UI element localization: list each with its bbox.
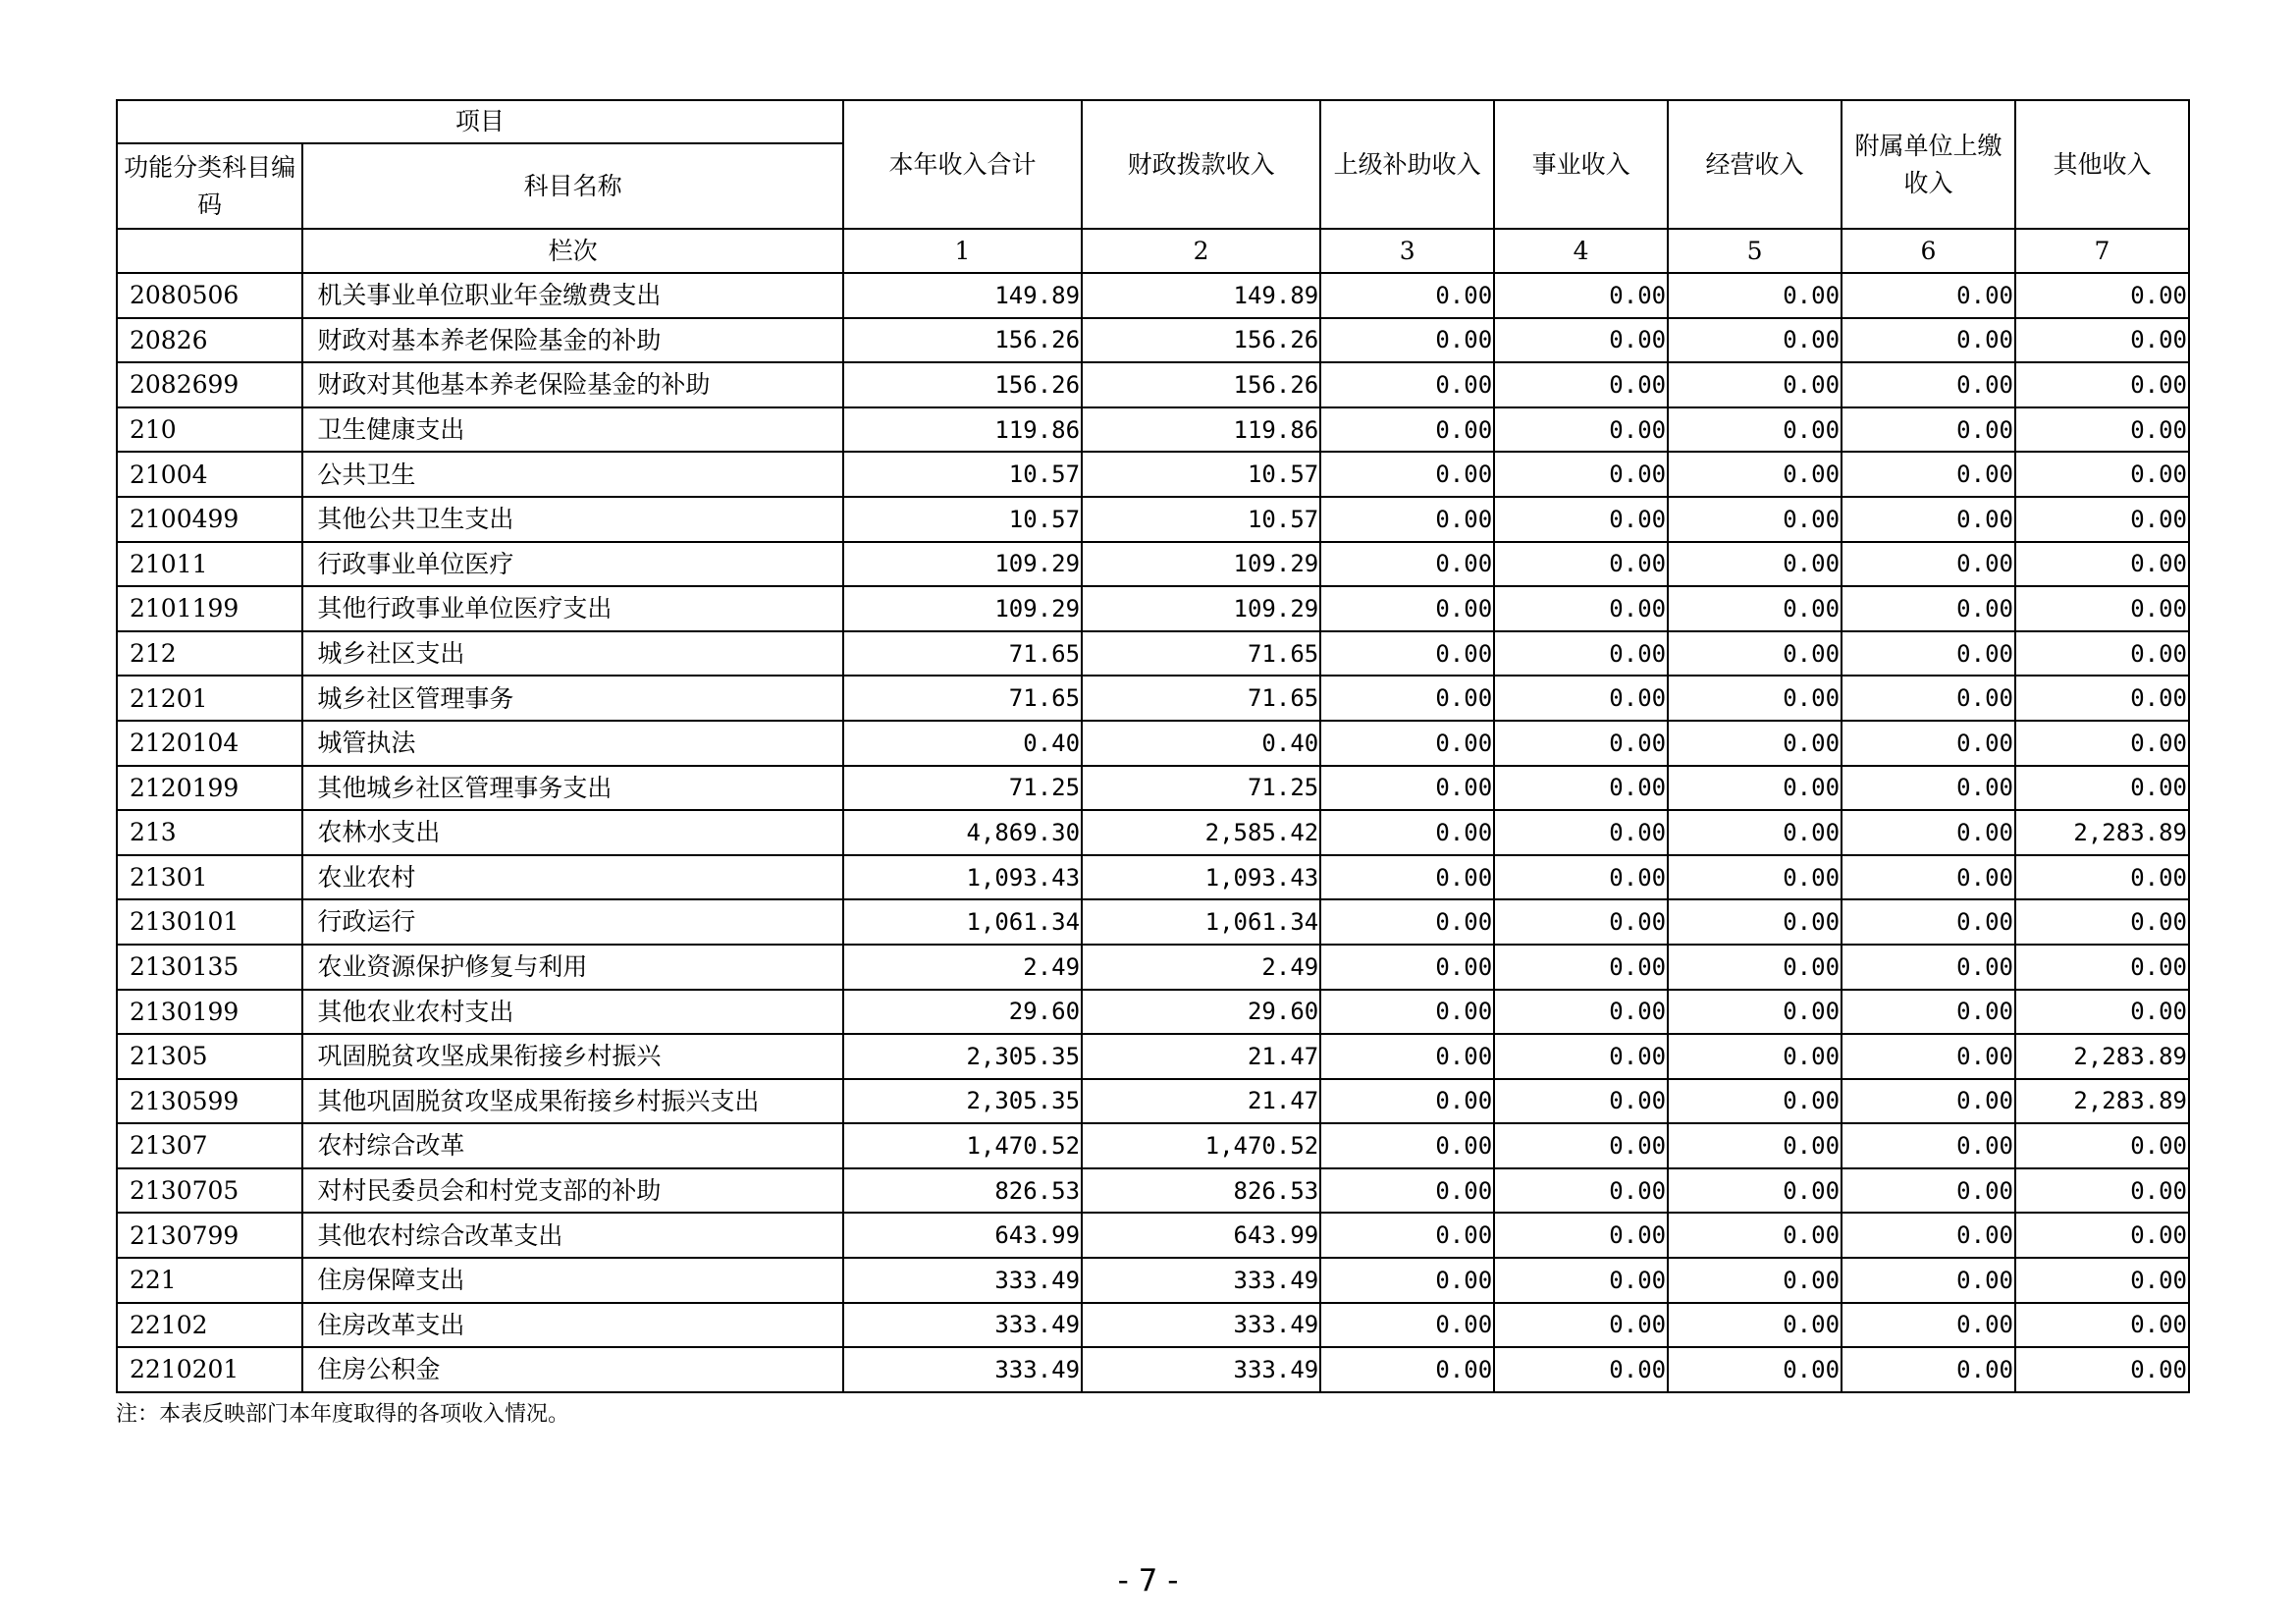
cell-value-col-4: 0.00 xyxy=(1494,899,1668,945)
header-col-4: 事业收入 xyxy=(1494,100,1668,229)
cell-code: 210 xyxy=(117,407,302,453)
cell-value-col-6: 0.00 xyxy=(1842,1213,2015,1258)
cell-name: 行政运行 xyxy=(302,899,843,945)
cell-value-col-5: 0.00 xyxy=(1668,1303,1842,1348)
cell-name: 城管执法 xyxy=(302,721,843,766)
cell-value-col-3: 0.00 xyxy=(1320,676,1494,721)
cell-value-col-1: 2,305.35 xyxy=(843,1034,1082,1079)
cell-value-col-7: 0.00 xyxy=(2015,1168,2189,1214)
cell-value-col-3: 0.00 xyxy=(1320,810,1494,855)
table-row xyxy=(117,766,2189,811)
cell-value-col-7: 2,283.89 xyxy=(2015,1034,2189,1079)
cell-value-col-6: 0.00 xyxy=(1842,362,2015,407)
cell-value-col-5: 0.00 xyxy=(1668,1213,1842,1258)
cell-value-col-1: 1,061.34 xyxy=(843,899,1082,945)
cell-value-col-4: 0.00 xyxy=(1494,1168,1668,1214)
cell-value-col-3: 0.00 xyxy=(1320,766,1494,811)
cell-value-col-4: 0.00 xyxy=(1494,318,1668,363)
cell-code: 21301 xyxy=(117,855,302,900)
cell-code: 21201 xyxy=(117,676,302,721)
table-row xyxy=(117,273,2189,318)
cell-value-col-1: 119.86 xyxy=(843,407,1082,453)
cell-value-col-3: 0.00 xyxy=(1320,945,1494,990)
cell-value-col-2: 109.29 xyxy=(1082,542,1320,587)
cell-value-col-6: 0.00 xyxy=(1842,1347,2015,1392)
cell-value-col-4: 0.00 xyxy=(1494,631,1668,677)
cell-value-col-2: 333.49 xyxy=(1082,1258,1320,1303)
cell-value-col-1: 2,305.35 xyxy=(843,1079,1082,1124)
cell-value-col-3: 0.00 xyxy=(1320,1123,1494,1168)
cell-value-col-2: 156.26 xyxy=(1082,318,1320,363)
cell-value-col-1: 10.57 xyxy=(843,497,1082,542)
cell-value-col-5: 0.00 xyxy=(1668,1034,1842,1079)
header-group-label: 项目 xyxy=(117,100,843,143)
cell-value-col-2: 2,585.42 xyxy=(1082,810,1320,855)
cell-value-col-7: 0.00 xyxy=(2015,676,2189,721)
table-row xyxy=(117,318,2189,363)
cell-code: 2130135 xyxy=(117,945,302,990)
cell-value-col-6: 0.00 xyxy=(1842,452,2015,497)
cell-value-col-5: 0.00 xyxy=(1668,899,1842,945)
cell-value-col-7: 2,283.89 xyxy=(2015,810,2189,855)
cell-value-col-6: 0.00 xyxy=(1842,1034,2015,1079)
cell-value-col-3: 0.00 xyxy=(1320,362,1494,407)
cell-value-col-5: 0.00 xyxy=(1668,407,1842,453)
cell-value-col-2: 119.86 xyxy=(1082,407,1320,453)
cell-value-col-4: 0.00 xyxy=(1494,721,1668,766)
cell-value-col-1: 71.65 xyxy=(843,631,1082,677)
cell-code: 2130199 xyxy=(117,990,302,1035)
cell-value-col-4: 0.00 xyxy=(1494,1258,1668,1303)
cell-name: 其他农村综合改革支出 xyxy=(302,1213,843,1258)
cell-code: 2210201 xyxy=(117,1347,302,1392)
cell-value-col-3: 0.00 xyxy=(1320,1079,1494,1124)
header-row-index-label: 栏次 xyxy=(302,229,843,273)
cell-value-col-3: 0.00 xyxy=(1320,452,1494,497)
table-row xyxy=(117,721,2189,766)
cell-name: 住房改革支出 xyxy=(302,1303,843,1348)
header-col-6: 附属单位上缴收入 xyxy=(1842,100,2015,229)
cell-name: 行政事业单位医疗 xyxy=(302,542,843,587)
cell-code: 21004 xyxy=(117,452,302,497)
page-number: - 7 - xyxy=(1117,1563,1179,1598)
cell-code: 212 xyxy=(117,631,302,677)
cell-value-col-1: 10.57 xyxy=(843,452,1082,497)
header-col-7: 其他收入 xyxy=(2015,100,2189,229)
cell-value-col-6: 0.00 xyxy=(1842,1123,2015,1168)
cell-value-col-1: 109.29 xyxy=(843,542,1082,587)
header-col-1: 本年收入合计 xyxy=(843,100,1082,229)
cell-value-col-3: 0.00 xyxy=(1320,1168,1494,1214)
cell-value-col-2: 156.26 xyxy=(1082,362,1320,407)
cell-value-col-6: 0.00 xyxy=(1842,273,2015,318)
cell-name: 对村民委员会和村党支部的补助 xyxy=(302,1168,843,1214)
cell-value-col-6: 0.00 xyxy=(1842,586,2015,631)
cell-value-col-4: 0.00 xyxy=(1494,1034,1668,1079)
cell-value-col-4: 0.00 xyxy=(1494,1303,1668,1348)
cell-value-col-7: 0.00 xyxy=(2015,1347,2189,1392)
cell-value-col-2: 2.49 xyxy=(1082,945,1320,990)
header-col-2: 财政拨款收入 xyxy=(1082,100,1320,229)
cell-value-col-6: 0.00 xyxy=(1842,497,2015,542)
cell-value-col-7: 0.00 xyxy=(2015,631,2189,677)
cell-name: 财政对其他基本养老保险基金的补助 xyxy=(302,362,843,407)
cell-name: 公共卫生 xyxy=(302,452,843,497)
cell-value-col-1: 156.26 xyxy=(843,362,1082,407)
cell-value-col-6: 0.00 xyxy=(1842,899,2015,945)
cell-value-col-2: 10.57 xyxy=(1082,497,1320,542)
cell-name: 城乡社区支出 xyxy=(302,631,843,677)
cell-value-col-7: 0.00 xyxy=(2015,407,2189,453)
header-code-label: 功能分类科目编码 xyxy=(117,143,302,229)
cell-value-col-1: 156.26 xyxy=(843,318,1082,363)
cell-value-col-6: 0.00 xyxy=(1842,1168,2015,1214)
cell-value-col-7: 0.00 xyxy=(2015,542,2189,587)
cell-code: 221 xyxy=(117,1258,302,1303)
table-row xyxy=(117,452,2189,497)
cell-value-col-2: 1,093.43 xyxy=(1082,855,1320,900)
footnote: 注：本表反映部门本年度取得的各项收入情况。 xyxy=(116,1402,570,1427)
header-index-1: 1 xyxy=(843,229,1082,273)
cell-code: 21307 xyxy=(117,1123,302,1168)
cell-value-col-2: 1,061.34 xyxy=(1082,899,1320,945)
header-index-4: 4 xyxy=(1494,229,1668,273)
table-row xyxy=(117,497,2189,542)
table-row xyxy=(117,1123,2189,1168)
cell-value-col-2: 1,470.52 xyxy=(1082,1123,1320,1168)
table-row xyxy=(117,542,2189,587)
cell-value-col-5: 0.00 xyxy=(1668,1168,1842,1214)
cell-name: 其他行政事业单位医疗支出 xyxy=(302,586,843,631)
cell-name: 卫生健康支出 xyxy=(302,407,843,453)
cell-value-col-4: 0.00 xyxy=(1494,542,1668,587)
cell-value-col-4: 0.00 xyxy=(1494,766,1668,811)
header-index-3: 3 xyxy=(1320,229,1494,273)
cell-value-col-6: 0.00 xyxy=(1842,1303,2015,1348)
cell-value-col-1: 0.40 xyxy=(843,721,1082,766)
cell-value-col-4: 0.00 xyxy=(1494,407,1668,453)
cell-value-col-5: 0.00 xyxy=(1668,1079,1842,1124)
cell-value-col-1: 2.49 xyxy=(843,945,1082,990)
table-body xyxy=(117,273,2189,1392)
table-row xyxy=(117,362,2189,407)
cell-code: 21011 xyxy=(117,542,302,587)
table-row xyxy=(117,1347,2189,1392)
cell-value-col-7: 0.00 xyxy=(2015,945,2189,990)
cell-value-col-1: 71.25 xyxy=(843,766,1082,811)
cell-value-col-7: 0.00 xyxy=(2015,721,2189,766)
cell-value-col-4: 0.00 xyxy=(1494,676,1668,721)
cell-value-col-2: 826.53 xyxy=(1082,1168,1320,1214)
header-index-blank xyxy=(117,229,302,273)
cell-value-col-5: 0.00 xyxy=(1668,542,1842,587)
cell-value-col-7: 0.00 xyxy=(2015,497,2189,542)
cell-value-col-3: 0.00 xyxy=(1320,1034,1494,1079)
cell-value-col-4: 0.00 xyxy=(1494,1347,1668,1392)
cell-value-col-2: 71.25 xyxy=(1082,766,1320,811)
cell-value-col-2: 71.65 xyxy=(1082,631,1320,677)
cell-value-col-4: 0.00 xyxy=(1494,945,1668,990)
cell-value-col-3: 0.00 xyxy=(1320,1347,1494,1392)
cell-value-col-3: 0.00 xyxy=(1320,1258,1494,1303)
cell-value-col-3: 0.00 xyxy=(1320,721,1494,766)
cell-value-col-5: 0.00 xyxy=(1668,810,1842,855)
cell-value-col-1: 333.49 xyxy=(843,1347,1082,1392)
cell-value-col-7: 0.00 xyxy=(2015,899,2189,945)
cell-value-col-6: 0.00 xyxy=(1842,945,2015,990)
cell-value-col-1: 149.89 xyxy=(843,273,1082,318)
cell-value-col-6: 0.00 xyxy=(1842,631,2015,677)
cell-value-col-2: 643.99 xyxy=(1082,1213,1320,1258)
cell-value-col-7: 0.00 xyxy=(2015,990,2189,1035)
cell-value-col-1: 109.29 xyxy=(843,586,1082,631)
cell-value-col-2: 71.65 xyxy=(1082,676,1320,721)
cell-value-col-4: 0.00 xyxy=(1494,1123,1668,1168)
cell-value-col-3: 0.00 xyxy=(1320,273,1494,318)
cell-value-col-4: 0.00 xyxy=(1494,452,1668,497)
cell-value-col-3: 0.00 xyxy=(1320,407,1494,453)
table-row xyxy=(117,945,2189,990)
cell-value-col-3: 0.00 xyxy=(1320,990,1494,1035)
cell-code: 20826 xyxy=(117,318,302,363)
cell-value-col-5: 0.00 xyxy=(1668,945,1842,990)
header-col-3: 上级补助收入 xyxy=(1320,100,1494,229)
table-row xyxy=(117,1168,2189,1214)
cell-value-col-4: 0.00 xyxy=(1494,990,1668,1035)
cell-code: 21305 xyxy=(117,1034,302,1079)
cell-name: 农林水支出 xyxy=(302,810,843,855)
cell-value-col-6: 0.00 xyxy=(1842,766,2015,811)
cell-value-col-5: 0.00 xyxy=(1668,318,1842,363)
cell-value-col-5: 0.00 xyxy=(1668,766,1842,811)
cell-value-col-6: 0.00 xyxy=(1842,407,2015,453)
cell-value-col-2: 109.29 xyxy=(1082,586,1320,631)
table-row xyxy=(117,855,2189,900)
cell-value-col-1: 826.53 xyxy=(843,1168,1082,1214)
cell-value-col-7: 0.00 xyxy=(2015,318,2189,363)
cell-value-col-6: 0.00 xyxy=(1842,318,2015,363)
cell-value-col-3: 0.00 xyxy=(1320,855,1494,900)
cell-name: 住房保障支出 xyxy=(302,1258,843,1303)
cell-name: 其他公共卫生支出 xyxy=(302,497,843,542)
cell-value-col-1: 333.49 xyxy=(843,1258,1082,1303)
header-index-7: 7 xyxy=(2015,229,2189,273)
table-row xyxy=(117,1213,2189,1258)
table-row xyxy=(117,676,2189,721)
cell-value-col-5: 0.00 xyxy=(1668,721,1842,766)
cell-value-col-3: 0.00 xyxy=(1320,497,1494,542)
cell-value-col-7: 0.00 xyxy=(2015,273,2189,318)
cell-name: 其他城乡社区管理事务支出 xyxy=(302,766,843,811)
cell-name: 财政对基本养老保险基金的补助 xyxy=(302,318,843,363)
cell-value-col-4: 0.00 xyxy=(1494,1079,1668,1124)
cell-value-col-1: 1,470.52 xyxy=(843,1123,1082,1168)
cell-value-col-6: 0.00 xyxy=(1842,676,2015,721)
cell-value-col-5: 0.00 xyxy=(1668,273,1842,318)
cell-value-col-5: 0.00 xyxy=(1668,990,1842,1035)
cell-value-col-5: 0.00 xyxy=(1668,452,1842,497)
cell-value-col-1: 333.49 xyxy=(843,1303,1082,1348)
cell-value-col-1: 643.99 xyxy=(843,1213,1082,1258)
header-col-5: 经营收入 xyxy=(1668,100,1842,229)
cell-value-col-3: 0.00 xyxy=(1320,586,1494,631)
table-row xyxy=(117,407,2189,453)
cell-name: 其他农业农村支出 xyxy=(302,990,843,1035)
cell-value-col-3: 0.00 xyxy=(1320,1213,1494,1258)
cell-value-col-4: 0.00 xyxy=(1494,362,1668,407)
cell-value-col-6: 0.00 xyxy=(1842,1258,2015,1303)
cell-value-col-7: 0.00 xyxy=(2015,855,2189,900)
cell-value-col-4: 0.00 xyxy=(1494,855,1668,900)
cell-name: 城乡社区管理事务 xyxy=(302,676,843,721)
cell-name: 农业农村 xyxy=(302,855,843,900)
cell-value-col-4: 0.00 xyxy=(1494,1213,1668,1258)
cell-value-col-4: 0.00 xyxy=(1494,810,1668,855)
cell-code: 2130599 xyxy=(117,1079,302,1124)
cell-value-col-5: 0.00 xyxy=(1668,676,1842,721)
cell-value-col-7: 0.00 xyxy=(2015,1303,2189,1348)
cell-value-col-7: 0.00 xyxy=(2015,766,2189,811)
cell-code: 2082699 xyxy=(117,362,302,407)
cell-value-col-6: 0.00 xyxy=(1842,721,2015,766)
cell-value-col-5: 0.00 xyxy=(1668,855,1842,900)
cell-value-col-6: 0.00 xyxy=(1842,810,2015,855)
cell-value-col-7: 0.00 xyxy=(2015,362,2189,407)
table-row xyxy=(117,899,2189,945)
cell-code: 213 xyxy=(117,810,302,855)
cell-value-col-4: 0.00 xyxy=(1494,497,1668,542)
cell-code: 2130799 xyxy=(117,1213,302,1258)
cell-name: 农村综合改革 xyxy=(302,1123,843,1168)
income-table xyxy=(116,99,2190,1393)
table-row xyxy=(117,1034,2189,1079)
cell-value-col-1: 1,093.43 xyxy=(843,855,1082,900)
cell-value-col-2: 21.47 xyxy=(1082,1034,1320,1079)
cell-value-col-6: 0.00 xyxy=(1842,990,2015,1035)
cell-value-col-2: 333.49 xyxy=(1082,1303,1320,1348)
header-name-label: 科目名称 xyxy=(302,143,843,229)
cell-value-col-2: 333.49 xyxy=(1082,1347,1320,1392)
cell-value-col-2: 21.47 xyxy=(1082,1079,1320,1124)
cell-value-col-4: 0.00 xyxy=(1494,586,1668,631)
cell-code: 2120199 xyxy=(117,766,302,811)
cell-value-col-5: 0.00 xyxy=(1668,1123,1842,1168)
cell-name: 巩固脱贫攻坚成果衔接乡村振兴 xyxy=(302,1034,843,1079)
cell-value-col-7: 0.00 xyxy=(2015,1123,2189,1168)
cell-code: 2130705 xyxy=(117,1168,302,1214)
table-row xyxy=(117,586,2189,631)
cell-value-col-2: 29.60 xyxy=(1082,990,1320,1035)
cell-name: 其他巩固脱贫攻坚成果衔接乡村振兴支出 xyxy=(302,1079,843,1124)
cell-value-col-3: 0.00 xyxy=(1320,1303,1494,1348)
table-header xyxy=(117,100,2189,273)
cell-value-col-7: 2,283.89 xyxy=(2015,1079,2189,1124)
header-index-5: 5 xyxy=(1668,229,1842,273)
cell-value-col-5: 0.00 xyxy=(1668,631,1842,677)
cell-value-col-1: 71.65 xyxy=(843,676,1082,721)
cell-value-col-1: 4,869.30 xyxy=(843,810,1082,855)
cell-value-col-6: 0.00 xyxy=(1842,542,2015,587)
cell-code: 2080506 xyxy=(117,273,302,318)
cell-value-col-7: 0.00 xyxy=(2015,586,2189,631)
cell-value-col-5: 0.00 xyxy=(1668,497,1842,542)
cell-code: 2100499 xyxy=(117,497,302,542)
cell-name: 住房公积金 xyxy=(302,1347,843,1392)
cell-value-col-7: 0.00 xyxy=(2015,1213,2189,1258)
cell-code: 2130101 xyxy=(117,899,302,945)
cell-value-col-3: 0.00 xyxy=(1320,899,1494,945)
cell-value-col-2: 0.40 xyxy=(1082,721,1320,766)
cell-value-col-6: 0.00 xyxy=(1842,855,2015,900)
cell-value-col-3: 0.00 xyxy=(1320,318,1494,363)
cell-name: 机关事业单位职业年金缴费支出 xyxy=(302,273,843,318)
cell-value-col-5: 0.00 xyxy=(1668,1347,1842,1392)
table-row xyxy=(117,631,2189,677)
table-row xyxy=(117,810,2189,855)
cell-code: 2101199 xyxy=(117,586,302,631)
cell-value-col-3: 0.00 xyxy=(1320,542,1494,587)
cell-value-col-2: 10.57 xyxy=(1082,452,1320,497)
cell-value-col-3: 0.00 xyxy=(1320,631,1494,677)
table-row xyxy=(117,1258,2189,1303)
cell-value-col-4: 0.00 xyxy=(1494,273,1668,318)
cell-value-col-7: 0.00 xyxy=(2015,1258,2189,1303)
cell-name: 农业资源保护修复与利用 xyxy=(302,945,843,990)
header-index-2: 2 xyxy=(1082,229,1320,273)
cell-value-col-5: 0.00 xyxy=(1668,586,1842,631)
table-row xyxy=(117,990,2189,1035)
cell-code: 2120104 xyxy=(117,721,302,766)
cell-value-col-5: 0.00 xyxy=(1668,362,1842,407)
table-row xyxy=(117,1079,2189,1124)
header-index-6: 6 xyxy=(1842,229,2015,273)
table-row xyxy=(117,1303,2189,1348)
cell-value-col-6: 0.00 xyxy=(1842,1079,2015,1124)
cell-value-col-7: 0.00 xyxy=(2015,452,2189,497)
cell-value-col-2: 149.89 xyxy=(1082,273,1320,318)
cell-value-col-1: 29.60 xyxy=(843,990,1082,1035)
cell-value-col-5: 0.00 xyxy=(1668,1258,1842,1303)
cell-code: 22102 xyxy=(117,1303,302,1348)
